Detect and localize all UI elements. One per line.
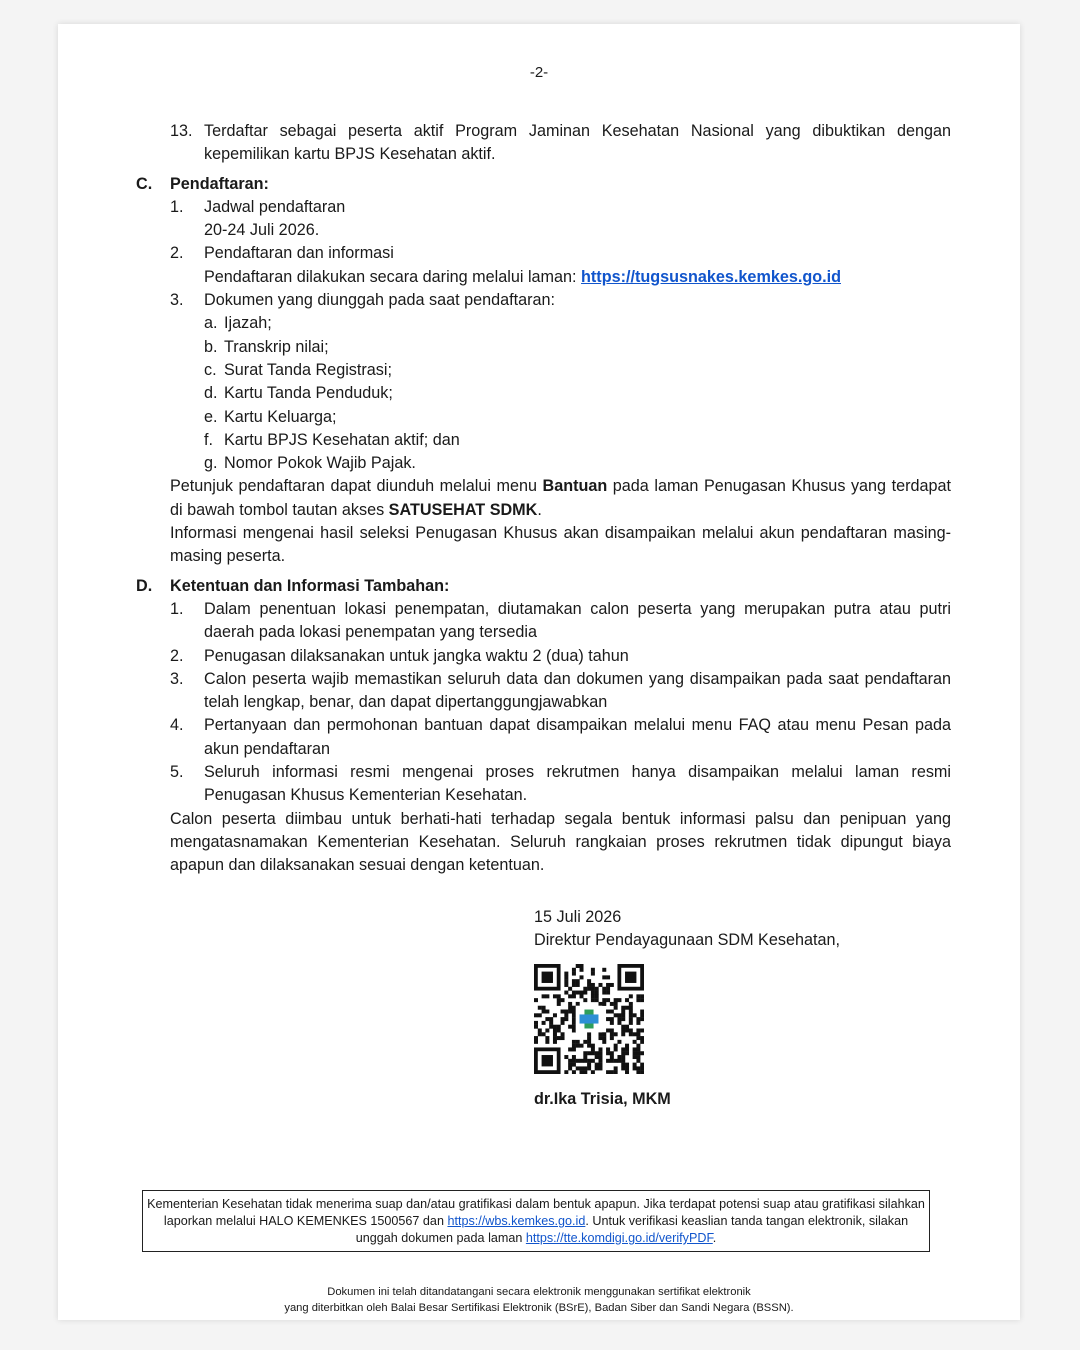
registration-info: Pendaftaran dilakukan secara daring melalui laman: https://tugsusnakes.kemkes.go.id — [204, 267, 841, 286]
list-item: 5. Seluruh informasi resmi mengenai proses rekrutmen hanya disampaikan melalui laman resmi Penugasan Khusus Kementerian Kesehatan. — [170, 763, 951, 805]
list-item: 2. Penugasan dilaksanakan untuk jangka waktu 2 (dua) tahun — [170, 646, 629, 665]
wbs-link[interactable]: https://wbs.kemkes.go.id — [447, 1214, 586, 1228]
registration-guide: Petunjuk pendaftaran dapat diunduh melalui menu Bantuan pada laman Penugasan Khusus yang terdapat di bawah tombol tautan akses SATUSEHAT SDMK. — [170, 477, 951, 519]
list-item: 1. Dalam penentuan lokasi penempatan, diutamakan calon peserta yang merupakan putra atau putri daerah pada lokasi penempatan yang tersedia — [170, 599, 951, 642]
registration-link[interactable]: https://tugsusnakes.kemkes.go.id — [581, 267, 841, 286]
signature-position: Direktur Pendayagunaan SDM Kesehatan, — [534, 931, 840, 950]
document-item: c. Surat Tanda Registrasi; — [204, 360, 392, 379]
section-d-heading: D. Ketentuan dan Informasi Tambahan: — [136, 576, 450, 595]
document-item: e. Kartu Keluarga; — [204, 407, 337, 426]
list-item: 3. Dokumen yang diunggah pada saat pendaftaran: — [170, 291, 555, 310]
list-item — [170, 120, 951, 167]
list-item: 1. Jadwal pendaftaran — [170, 197, 346, 216]
document-item: a. Ijazah; — [204, 314, 272, 333]
anti-gratification-notice: Kementerian Kesehatan tidak menerima suap dan/atau gratifikasi dalam bentuk apapun. Jika terdapat potensi suap atau gratifikasi silahkan laporkan melalui HALO KEMENKES 1500567 dan https://wbs.kemkes.go.id. Untuk verifikasi keaslian tanda tangan elektronik, silakan unggah dokumen pada laman https://tte.komdigi.go.id/verifyPDF. — [142, 1190, 930, 1252]
signer-name: dr.Ika Trisia, MKM — [534, 1090, 671, 1108]
document-page — [58, 24, 1020, 1320]
list-item: 3. Calon peserta wajib memastikan seluruh data dan dokumen yang disampaikan pada saat pendaftaran telah lengkap, benar, dan dapat dipertanggungjawabkan — [170, 669, 951, 712]
document-item: f. Kartu BPJS Kesehatan aktif; dan — [204, 430, 460, 449]
document-item: b. Transkrip nilai; — [204, 337, 329, 356]
list-item: 2. Pendaftaran dan informasi — [170, 244, 394, 263]
signature-date: 15 Juli 2026 — [534, 908, 622, 926]
section-c-heading: C. Pendaftaran: — [136, 174, 269, 193]
documents-list — [136, 312, 951, 475]
closing-paragraph: Calon peserta diimbau untuk berhati-hati terhadap segala bentuk informasi palsu dan penipuan yang mengatasnamakan Kementerian Kesehatan. Seluruh rangkaian proses rekrutmen tidak dipungut biaya apapun dan dilaksanakan sesuai dengan ketentuan. — [170, 809, 951, 875]
schedule-date: 20-24 Juli 2026. — [204, 221, 320, 240]
signature-block — [534, 906, 840, 953]
item-text: Terdaftar sebagai peserta aktif Program Jaminan Kesehatan Nasional yang dibuktikan dengan kepemilikan kartu BPJS Kesehatan aktif. — [204, 122, 951, 164]
page-number: -2- — [529, 64, 549, 81]
document-item: g. Nomor Pokok Wajib Pajak. — [204, 454, 416, 473]
item-number: 13. — [170, 122, 193, 140]
document-item: d. Kartu Tanda Penduduk; — [204, 384, 393, 403]
qr-code-icon — [534, 964, 644, 1074]
e-signature-footer: Dokumen ini telah ditandatangani secara elektronik menggunakan sertifikat elektronik yang diterbitkan oleh Balai Besar Sertifikasi Elektronik (BSrE), Badan Siber dan Sandi Negara (BSSN). — [284, 1286, 794, 1314]
selection-info: Informasi mengenai hasil seleksi Penugasan Khusus akan disampaikan melalui akun pendaftaran masing-masing peserta. — [170, 524, 951, 566]
document-body — [136, 120, 951, 878]
verify-pdf-link[interactable]: https://tte.komdigi.go.id/verifyPDF — [525, 1231, 713, 1245]
list-item: 4. Pertanyaan dan permohonan bantuan dapat disampaikan melalui menu FAQ atau menu Pesan pada akun pendaftaran — [170, 716, 951, 758]
